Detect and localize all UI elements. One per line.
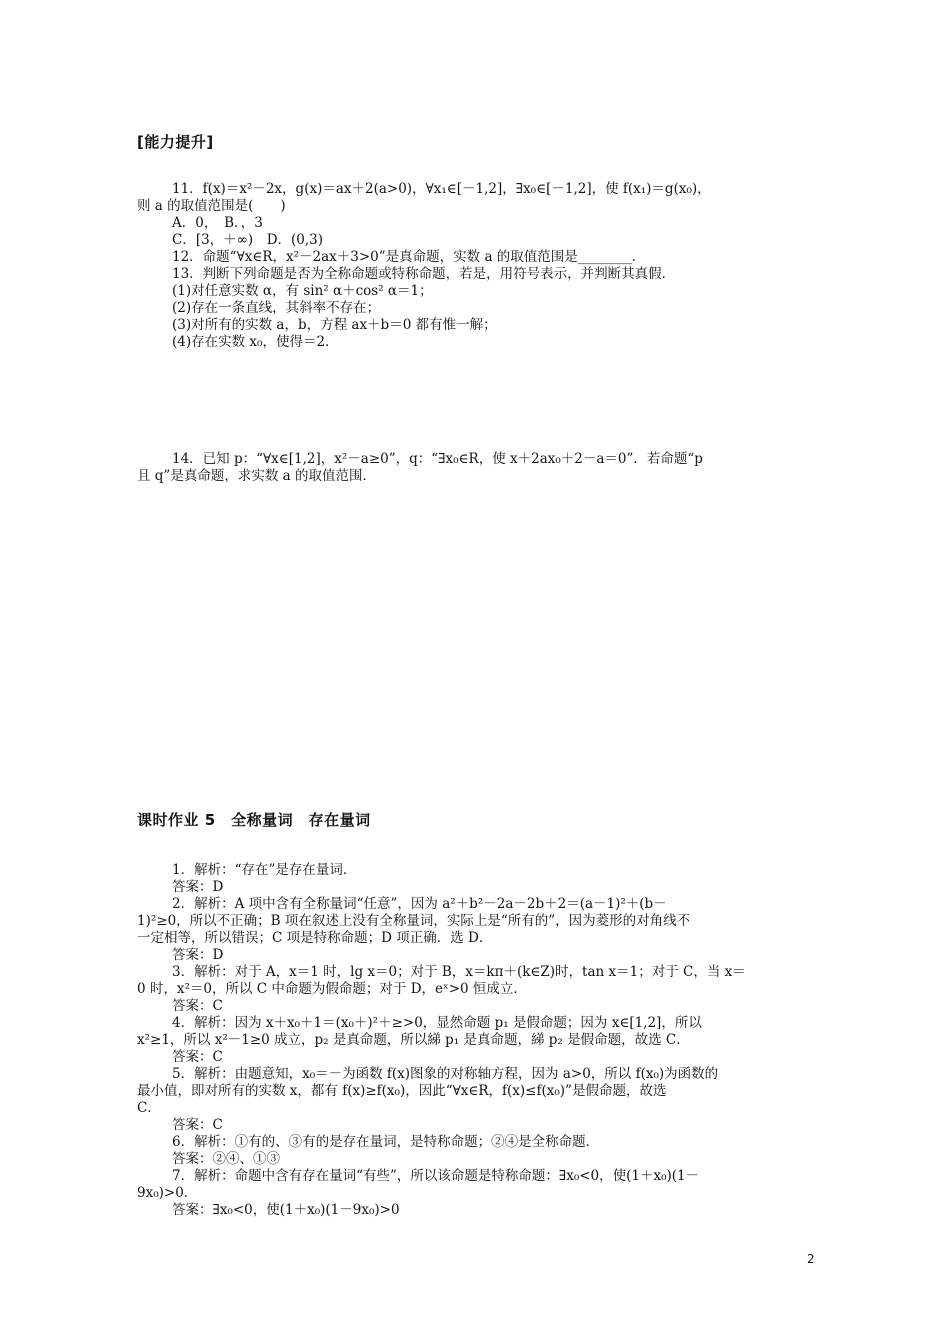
answer-line: 0 时，x²＝0，所以 C 中命题为假命题；对于 D，eˣ>0 恒成立． bbox=[137, 981, 527, 997]
answer-line: 一定相等，所以错误；C 项是特称命题；D 项正确．选 D． bbox=[137, 930, 493, 946]
q14-line-2: 且 q”是真命题，求实数 a 的取值范围． bbox=[137, 468, 376, 484]
answers-block bbox=[137, 862, 817, 1219]
question-13: 13．判断下列命题是否为全称命题或特称命题，若是，用符号表示，并判断其真假． bbox=[172, 266, 676, 282]
q11-line-1: 11．f(x)＝x²－2x，g(x)＝ax＋2(a>0)，∀x₁∈[－1,2]，∃x₀∈[－1,2]，使 f(x₁)＝g(x₀)， bbox=[172, 181, 711, 197]
q13-item-2: (2)存在一条直线，其斜率不存在； bbox=[172, 300, 381, 316]
q13-item-4: (4)存在实数 x₀，使得＝2． bbox=[172, 334, 339, 350]
answer-line: 3．解析：对于 A，x＝1 时，lg x＝0；对于 B，x＝kπ＋(k∈Z)时，tan x＝1；对于 C，当 x＝ bbox=[172, 964, 746, 980]
q11-option-ab: A．0， B．，3 bbox=[172, 215, 263, 231]
question-14 bbox=[137, 451, 817, 485]
section-heading-homework: 课时作业 5 全称量词 存在量词 bbox=[137, 811, 371, 829]
question-12: 12．命题“∀x∈R，x²－2ax＋3>0”是真命题，实数 a 的取值范围是________． bbox=[172, 249, 646, 265]
answer-line: 答案：②④、①③ bbox=[172, 1151, 280, 1167]
answer-line: 答案：C bbox=[172, 1117, 223, 1133]
q13-item-3: (3)对所有的实数 a，b，方程 ax＋b＝0 都有惟一解； bbox=[172, 317, 497, 333]
answer-line: 5．解析：由题意知，x₀＝－为函数 f(x)图象的对称轴方程，因为 a>0，所以 f(x₀)为函数的 bbox=[172, 1066, 719, 1082]
answer-line: 答案：∃x₀<0，使(1＋x₀)(1－9x₀)>0 bbox=[172, 1202, 400, 1218]
page-number: 2 bbox=[807, 1252, 815, 1266]
q14-line-1: 14．已知 p：“∀x∈[1,2]，x²－a≥0”，q：“∃x₀∈R，使 x＋2ax₀＋2－a＝0”．若命题“p bbox=[172, 451, 703, 467]
q11-line-2: 则 a 的取值范围是( ) bbox=[137, 198, 286, 214]
answer-line: 答案：C bbox=[172, 998, 223, 1014]
answer-line: 答案：D bbox=[172, 879, 224, 895]
section-heading-ability: [能力提升] bbox=[137, 133, 214, 151]
answer-line: C． bbox=[137, 1100, 161, 1116]
answer-line: x²≥1，所以 x²－1≥0 成立，p₂ 是真命题，所以綈 p₁ 是真命题，綈 p₂ 是假命题，故选 C． bbox=[137, 1032, 690, 1048]
question-11 bbox=[137, 181, 817, 351]
answer-line: 1．解析：“存在”是存在量词． bbox=[172, 862, 357, 878]
answer-line: 9x₀)>0． bbox=[137, 1185, 198, 1201]
answer-line: 7．解析：命题中含有存在量词“有些”，所以该命题是特称命题：∃x₀<0，使(1＋x₀)(1－ bbox=[172, 1168, 700, 1184]
answer-line: 2．解析：A 项中含有全称量词“任意”，因为 a²＋b²－2a－2b＋2＝(a－1)²＋(b－ bbox=[172, 896, 667, 912]
answer-line: 答案：D bbox=[172, 947, 224, 963]
answer-line: 答案：C bbox=[172, 1049, 223, 1065]
answer-line: 4．解析：因为 x＋x₀＋1＝(x₀＋)²＋≥>0，显然命题 p₁ 是假命题；因为 x∈[1,2]，所以 bbox=[172, 1015, 702, 1031]
answer-line: 最小值，即对所有的实数 x，都有 f(x)≥f(x₀)，因此“∀x∈R，f(x)≤f(x₀)”是假命题，故选 bbox=[137, 1083, 667, 1099]
answer-line: 1)²≥0，所以不正确；B 项在叙述上没有全称量词，实际上是“所有的”，因为菱形的对角线不 bbox=[137, 913, 691, 929]
q11-option-cd: C．[3，＋∞) D．(0,3) bbox=[172, 232, 324, 248]
q13-item-1: (1)对任意实数 α，有 sin² α＋cos² α＝1； bbox=[172, 283, 433, 299]
answer-line: 6．解析：①有的、③有的是存在量词，是特称命题；②④是全称命题． bbox=[172, 1134, 600, 1150]
